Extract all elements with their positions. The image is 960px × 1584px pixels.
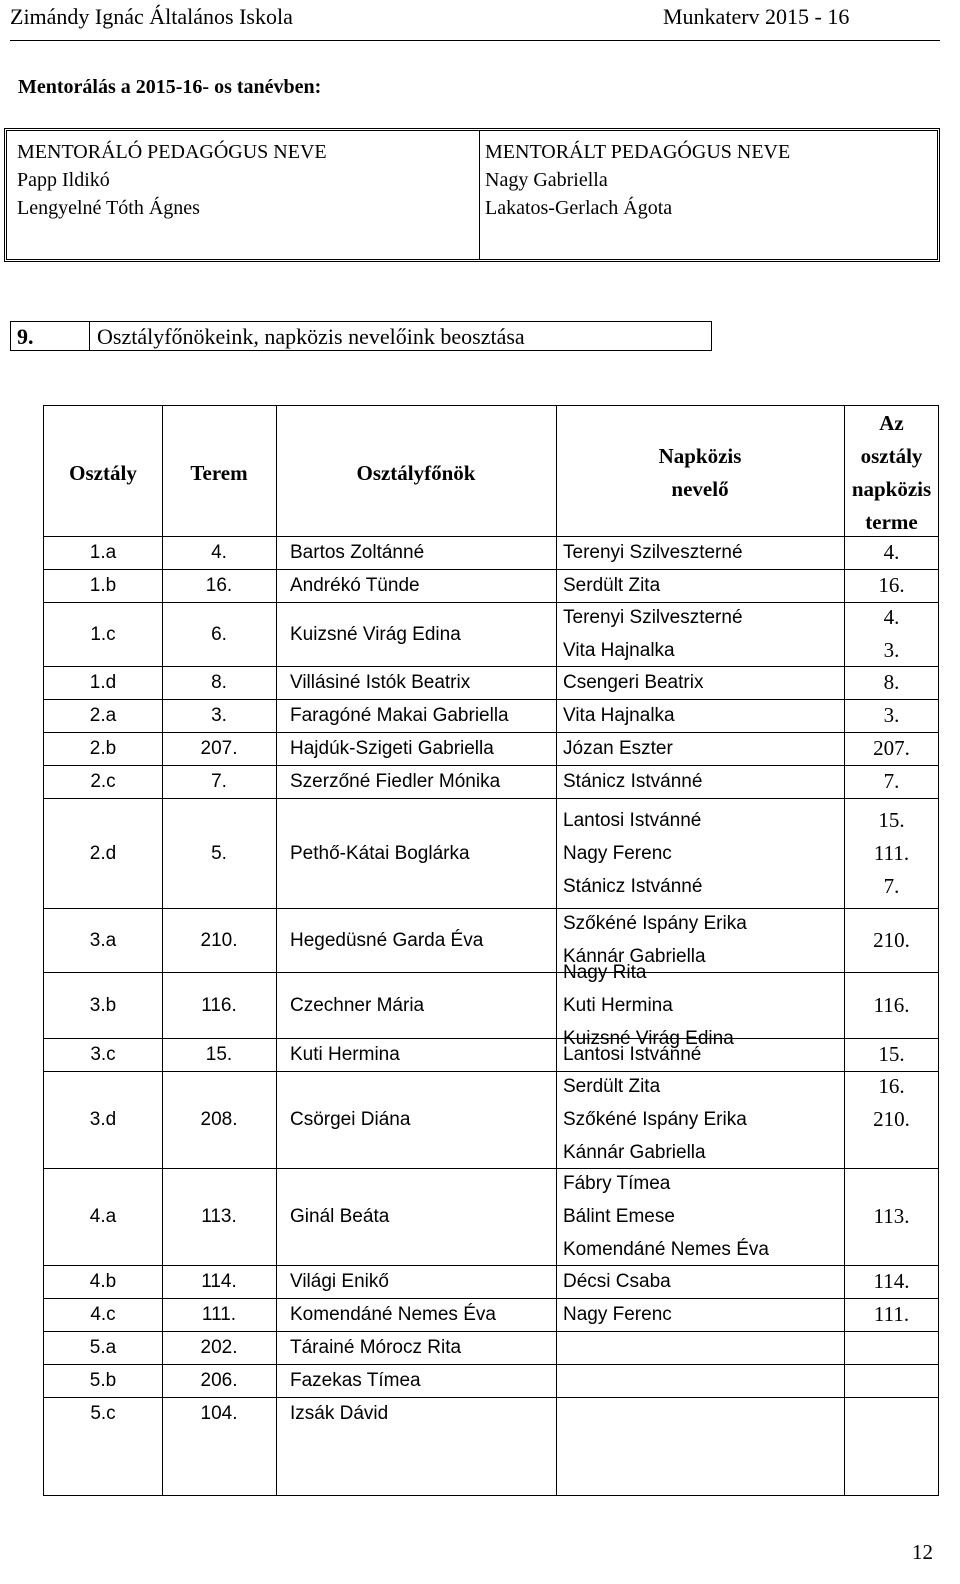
class-cell: 2.c	[90, 771, 116, 792]
teacher-cell: Kuti Hermina	[290, 1044, 400, 1065]
class-cell: 1.c	[90, 623, 116, 645]
mentee-header: MENTORÁLT PEDAGÓGUS NEVE	[485, 141, 791, 163]
after-school-teacher: Csengeri Beatrix	[563, 672, 704, 693]
after-school-room: 8.	[883, 670, 900, 694]
header-room	[162, 406, 276, 536]
class-cell: 4.c	[90, 1304, 116, 1325]
teacher-cell: Ginál Beáta	[290, 1206, 390, 1227]
after-school-teacher: Kuizsné Virág Edina	[563, 1027, 734, 1049]
header-after-room-line: Az	[879, 411, 904, 435]
header-after-room-line: napközis	[851, 477, 932, 501]
after-school-teacher: Stánicz Istvánné	[563, 875, 703, 897]
after-school-room: 111.	[873, 840, 910, 865]
section-divider	[89, 322, 90, 350]
room-cell: 207.	[200, 738, 238, 759]
after-school-teacher: Terenyi Szilveszterné	[563, 607, 743, 628]
after-school-room: 114.	[873, 1269, 910, 1293]
table-row	[44, 798, 938, 909]
after-school-teacher: Lantosi Istvánné	[563, 809, 702, 831]
after-school-room: 207.	[873, 736, 910, 760]
after-school-teacher: Szőkéné Ispány Erika	[563, 913, 747, 934]
after-school-teacher: Vita Hajnalka	[563, 640, 675, 661]
class-cell: 4.a	[89, 1206, 117, 1227]
teacher-cell: Kuizsné Virág Edina	[290, 623, 461, 645]
after-school-room: 16.	[878, 573, 905, 597]
class-cell: 3.c	[90, 1044, 116, 1065]
room-cell: 6.	[211, 623, 227, 645]
teacher-cell: Világi Enikő	[290, 1271, 389, 1292]
teacher-cell: Villásiné Istók Beatrix	[290, 672, 471, 693]
section-heading	[10, 321, 712, 351]
mentor-column	[17, 138, 327, 222]
room-cell: 208.	[200, 1109, 238, 1130]
table-header	[44, 406, 938, 537]
after-school-room: 7.	[883, 873, 900, 898]
class-cell: 3.d	[89, 1109, 117, 1130]
class-cell: 5.c	[90, 1403, 116, 1424]
after-school-room: 3.	[883, 703, 900, 727]
mentoring-title: Mentorálás a 2015-16- os tanévben:	[18, 76, 322, 98]
header-school: Zimándy Ignác Általános Iskola	[10, 4, 293, 29]
teacher-cell: Andrékó Tünde	[290, 575, 420, 596]
table-row	[44, 1298, 938, 1332]
mentor-header: MENTORÁLÓ PEDAGÓGUS NEVE	[17, 141, 327, 163]
after-school-teacher: Serdült Zita	[563, 575, 661, 596]
mentor-name: Lengyelné Tóth Ágnes	[17, 197, 200, 219]
table-row	[44, 569, 938, 603]
teacher-cell: Komendáné Nemes Éva	[290, 1304, 496, 1325]
class-cell: 5.a	[89, 1337, 117, 1358]
page-number: 12	[912, 1540, 933, 1564]
table-row	[44, 602, 938, 667]
after-school-room: 7.	[883, 769, 900, 793]
table-row	[44, 908, 938, 973]
teacher-cell: Bartos Zoltánné	[290, 542, 425, 563]
table-row	[44, 699, 938, 733]
teacher-cell: Izsák Dávid	[290, 1403, 389, 1424]
teacher-cell: Czechner Mária	[290, 994, 425, 1016]
room-cell: 111.	[201, 1304, 237, 1325]
table-row	[44, 732, 938, 766]
after-school-teacher: Kánnár Gabriella	[563, 946, 706, 967]
teacher-cell: Fazekas Tímea	[290, 1370, 421, 1391]
teacher-cell: Hajdúk-Szigeti Gabriella	[290, 738, 494, 759]
mentee-column	[485, 138, 790, 222]
table-row	[44, 1071, 938, 1169]
after-school-teacher: Nagy Ferenc	[563, 842, 672, 864]
class-cell: 2.b	[89, 738, 117, 759]
section-title: Osztályfőnökeink, napközis nevelőink beosztása	[97, 324, 525, 349]
room-cell: 7.	[211, 771, 227, 792]
header-teacher	[276, 406, 556, 536]
header-class	[44, 406, 162, 536]
after-school-teacher: Décsi Csaba	[563, 1271, 671, 1292]
after-school-room: 4.	[883, 605, 900, 629]
after-school-teacher: Kánnár Gabriella	[563, 1142, 706, 1163]
room-cell: 210.	[200, 929, 238, 951]
teacher-cell: Pethő-Kátai Boglárka	[290, 842, 470, 864]
teacher-cell: Csörgei Diána	[290, 1109, 411, 1130]
class-cell: 3.a	[89, 929, 117, 951]
mentoring-table	[4, 128, 940, 262]
room-cell: 8.	[211, 672, 227, 693]
room-cell: 104.	[200, 1403, 238, 1424]
table-row	[44, 1168, 938, 1266]
table-row	[44, 536, 938, 570]
after-school-teacher: Kuti Hermina	[563, 994, 673, 1016]
after-school-teacher: Stánicz Istvánné	[563, 771, 703, 792]
mentor-name: Papp Ildikó	[17, 169, 110, 191]
room-cell: 3.	[211, 705, 227, 726]
table-row	[44, 765, 938, 799]
after-school-teacher: Fábry Tímea	[563, 1173, 671, 1194]
header-after-school-line: nevelő	[671, 477, 729, 501]
class-cell: 2.d	[89, 842, 117, 864]
after-school-room: 15.	[878, 1042, 905, 1066]
after-school-teacher: Nagy Rita	[563, 961, 647, 983]
after-school-room: 4.	[883, 540, 900, 564]
after-school-room: 116.	[873, 992, 910, 1017]
teacher-cell: Faragóné Makai Gabriella	[290, 705, 509, 726]
teacher-cell: Szerzőné Fiedler Mónika	[290, 771, 501, 792]
class-cell: 1.b	[89, 575, 117, 596]
room-cell: 206.	[200, 1370, 238, 1391]
after-school-teacher: Bálint Emese	[563, 1206, 675, 1227]
after-school-room: 113.	[873, 1204, 910, 1228]
table-row	[44, 1364, 938, 1398]
header-after-room-line: terme	[865, 510, 918, 534]
class-assignment-table	[43, 405, 939, 1496]
section-number: 9.	[17, 324, 34, 349]
room-cell: 113.	[201, 1206, 237, 1227]
mentee-name: Nagy Gabriella	[485, 169, 608, 191]
teacher-cell: Tárainé Mórocz Rita	[290, 1337, 462, 1358]
after-school-teacher: Lantosi Istvánné	[563, 1044, 702, 1065]
mentoring-divider	[479, 131, 480, 259]
table-row	[44, 1265, 938, 1299]
class-cell: 1.d	[89, 672, 117, 693]
after-school-teacher: Serdült Zita	[563, 1076, 661, 1097]
room-cell: 15.	[205, 1044, 233, 1065]
after-school-teacher: Szőkéné Ispány Erika	[563, 1109, 747, 1130]
header-after-room-line: osztály	[860, 444, 923, 468]
header-document: Munkaterv 2015 - 16	[663, 4, 850, 29]
after-school-room: 210.	[873, 1107, 910, 1131]
after-school-room: 111.	[873, 1302, 910, 1326]
class-cell: 2.a	[89, 705, 117, 726]
after-school-room: 210.	[873, 927, 910, 952]
table-row	[44, 1397, 938, 1430]
table-row	[44, 1038, 938, 1072]
table-row	[44, 961, 938, 1049]
class-cell: 4.b	[89, 1271, 117, 1292]
teacher-cell: Hegedüsné Garda Éva	[290, 929, 484, 951]
header-after-room	[844, 406, 939, 536]
table-row	[44, 666, 938, 700]
header-after-school	[556, 406, 844, 536]
room-cell: 16.	[205, 575, 233, 596]
room-cell: 114.	[201, 1271, 237, 1292]
after-school-teacher: Terenyi Szilveszterné	[563, 542, 743, 563]
mentee-name: Lakatos-Gerlach Ágota	[485, 197, 673, 219]
after-school-teacher: Józan Eszter	[563, 738, 673, 759]
after-school-teacher: Vita Hajnalka	[563, 705, 675, 726]
class-cell: 5.b	[89, 1370, 117, 1391]
header-room-line: Terem	[190, 460, 248, 485]
header-teacher-line: Osztályfőnök	[356, 460, 476, 485]
header-class-line: Osztály	[69, 460, 137, 485]
class-cell: 1.a	[89, 542, 117, 563]
header-after-school-line: Napközis	[658, 444, 742, 468]
after-school-room: 16.	[878, 1074, 905, 1098]
after-school-teacher: Komendáné Nemes Éva	[563, 1239, 769, 1260]
room-cell: 4.	[211, 542, 227, 563]
table-row	[44, 1331, 938, 1365]
room-cell: 202.	[200, 1337, 238, 1358]
after-school-room: 3.	[883, 638, 900, 662]
header-rule	[10, 40, 940, 41]
after-school-room: 15.	[878, 807, 905, 832]
room-cell: 5.	[211, 842, 227, 864]
class-cell: 3.b	[89, 994, 117, 1016]
after-school-teacher: Nagy Ferenc	[563, 1304, 672, 1325]
room-cell: 116.	[201, 994, 237, 1016]
